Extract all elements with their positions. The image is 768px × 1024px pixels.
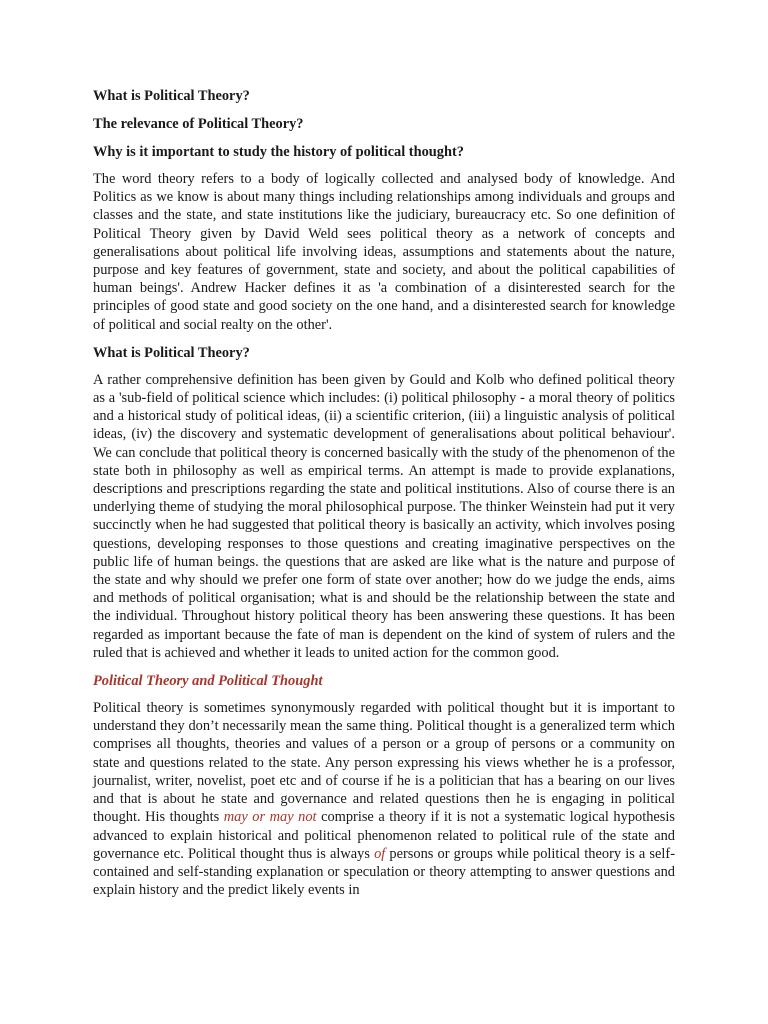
heading-relevance: The relevance of Political Theory?: [93, 116, 304, 132]
document-page: [93, 86, 675, 907]
heading-what-is-political-theory: What is Political Theory?: [93, 88, 250, 104]
paragraph-theory-definition: The word theory refers to a body of logically collected and analysed body of knowledge. And Politics as we know is about many things including relationships among individuals and groups and classes and the state, and state institutions like the judiciary, bureaucracy etc. So one definition of Political Theory given by David Weld sees political theory as a network of concepts and generalisations about political life involving ideas, assumptions and statements about the nature, purpose and key features of government, state and society, and about the political capabilities of human beings'. Andrew Hacker defines it as 'a combination of a disinterested search for the principles of good state and good society on the one hand, and a disinterested search for knowledge of political and social realty on the other'.: [93, 171, 675, 333]
heading-what-is-political-theory-2: What is Political Theory?: [93, 344, 250, 361]
paragraph-theory-vs-thought: [93, 699, 675, 899]
paragraph-text-part-3: persons or groups while political theory is a self-contained and self-standing explanation or speculation or theory attempting to answer questions and explain history and the predict likely events in: [93, 845, 676, 899]
section-title-theory-and-thought: Political Theory and Political Thought: [93, 673, 323, 690]
paragraph-text-part-2: comprise a theory if it is not a systematic logical hypothesis advanced to explain historical and political phenomenon related to political rule of the state and governance etc. Political thought thus is always: [93, 809, 675, 862]
emphasis-of: of: [374, 845, 386, 862]
paragraph-text-part-1: Political theory is sometimes synonymously regarded with political thought but it is important to understand they don’t necessarily mean the same thing. Political thought is a generalized term which comprises all thoughts, theories and values of a person or a group of persons or a community on state and questions related to the state. Any person expressing his views whether he is a professor, journalist, writer, novelist, poet etc and of course if he is a politician that has a bearing on our lives and that is about he state and governance and related questions then he is engaging in political thought. His thoughts: [93, 700, 675, 826]
paragraph-gould-kolb-definition: A rather comprehensive definition has been given by Gould and Kolb who defined political theory as a 'sub-field of political science which includes: (i) political philosophy - a moral theory of politics and a historical study of political ideas, (ii) a scientific criterion, (iii) a linguistic analysis of political ideas, (iv) the discovery and systematic development of generalisations about political behaviour'. We can conclude that political theory is concerned basically with the study of the phenomenon of the state both in philosophy as well as empirical terms. An attempt is made to provide explanations, descriptions and prescriptions regarding the state and political institutions. Also of course there is an underlying theme of studying the moral philosophical purpose. The thinker Weinstein had put it very succinctly when he had suggested that political theory is basically an activity, which involves posing questions, developing responses to those questions and creating imaginative perspectives on the public life of human beings. the questions that are asked are like what is the nature and purpose of the state and why should we prefer one form of state over another; how do we judge the ends, aims and methods of political organisation; what is and should be the relationship between the state and the individual. Throughout history political theory has been answering these questions. It has been regarded as important because the fate of man is dependent on the kind of system of rulers and the ruled that is achieved and whether it leads to united action for the common good.: [93, 371, 675, 661]
emphasis-may-or-may-not: may or may not: [223, 809, 317, 826]
heading-why-study-history: Why is it important to study the history of political thought?: [93, 144, 464, 160]
